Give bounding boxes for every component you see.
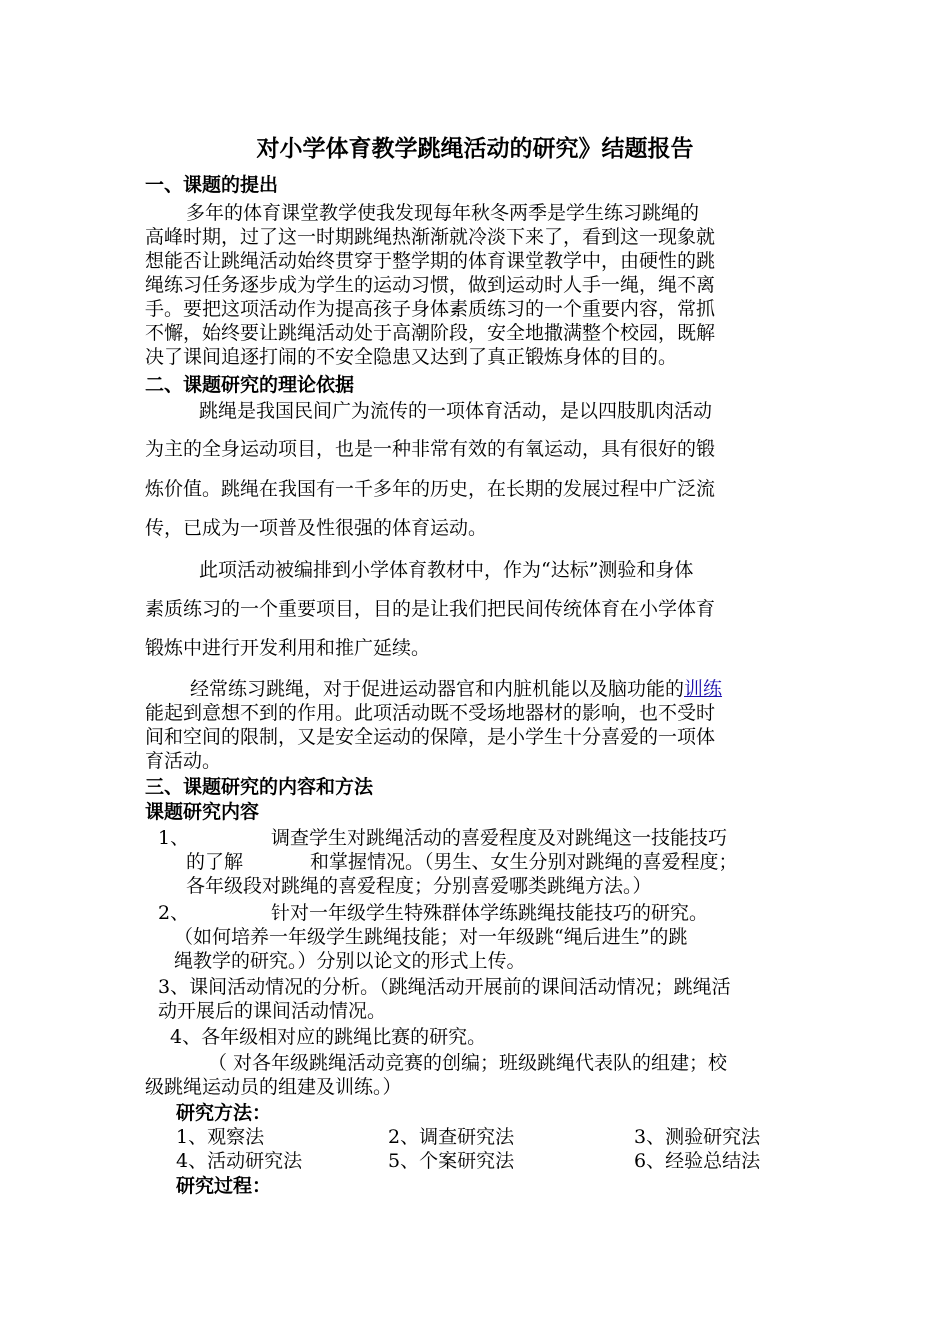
paragraph-line: 传，已成为一项普及性很强的体育运动。 — [145, 517, 488, 539]
list-item-line: 调查学生对跳绳活动的喜爱程度及对跳绳这一技能技巧 — [271, 827, 728, 849]
list-item-number: 1、 — [158, 827, 190, 849]
paragraph-line: 手。要把这项活动作为提高孩子身体素质练习的一个重要内容，常抓 — [145, 298, 716, 320]
paragraph-line: 锻炼中进行开发利用和推广延续。 — [145, 637, 431, 659]
paragraph-line: 素质练习的一个重要项目，目的是让我们把民间传统体育在小学体育 — [145, 598, 716, 620]
method-item: 3、测验研究法 — [634, 1126, 761, 1148]
training-link[interactable]: 训练 — [684, 678, 723, 700]
method-item: 4、活动研究法 — [176, 1150, 303, 1172]
section-heading-2: 二、课题研究的理论依据 — [145, 374, 355, 396]
methods-label: 研究方法： — [176, 1102, 272, 1124]
paragraph-line: 绳练习任务逐步成为学生的运动习惯，做到运动时人手一绳，绳不离 — [145, 274, 716, 296]
list-item-line: 的了解 — [186, 851, 244, 873]
list-item-line: 级跳绳运动员的组建及训练。） — [145, 1076, 402, 1098]
list-item-line: 各年级段对跳绳的喜爱程度；分别喜爱哪类跳绳方法。） — [186, 875, 652, 897]
paragraph-line: 为主的全身运动项目，也是一种非常有效的有氧运动，具有很好的锻 — [145, 438, 716, 460]
list-item-line: 4、各年级相对应的跳绳比赛的研究。 — [170, 1026, 487, 1048]
paragraph-text: 经常练习跳绳，对于促进运动器官和内脏机能以及脑功能的 — [190, 678, 685, 700]
paragraph-line: 此项活动被编排到小学体育教材中，作为“达标”测验和身体 — [199, 559, 694, 581]
section-heading-3: 三、课题研究的内容和方法 — [145, 776, 374, 798]
list-item-line: 3、课间活动情况的分析。（跳绳活动开展前的课间活动情况；跳绳活 — [158, 976, 731, 998]
document-title: 对小学体育教学跳绳活动的研究》结题报告 — [256, 135, 694, 162]
section-heading-1: 一、课题的提出 — [145, 174, 279, 196]
paragraph-line: 不懈，始终要让跳绳活动处于高潮阶段，安全地撒满整个校园，既解 — [145, 322, 716, 344]
list-item-number: 2、 — [158, 902, 190, 924]
paragraph-line: 间和空间的限制，又是安全运动的保障，是小学生十分喜爱的一项体 — [145, 726, 716, 748]
subheading-content: 课题研究内容 — [145, 801, 260, 823]
paragraph-line — [190, 677, 722, 701]
method-item: 1、观察法 — [176, 1126, 265, 1148]
list-item-line: 针对一年级学生特殊群体学练跳绳技能技巧的研究。 — [271, 902, 709, 924]
list-item-line: 和掌握情况。（男生、女生分别对跳绳的喜爱程度； — [310, 851, 738, 873]
paragraph-line: 决了课间追逐打闹的不安全隐患又达到了真正锻炼身体的目的。 — [145, 346, 678, 368]
process-label: 研究过程： — [176, 1175, 272, 1197]
paragraph-line: 多年的体育课堂教学使我发现每年秋冬两季是学生练习跳绳的 — [186, 202, 700, 224]
paragraph-line: 炼价值。跳绳在我国有一千多年的历史，在长期的发展过程中广泛流 — [145, 478, 716, 500]
method-item: 2、调查研究法 — [388, 1126, 515, 1148]
method-item: 5、个案研究法 — [388, 1150, 515, 1172]
paragraph-line: 育活动。 — [145, 750, 222, 772]
list-item-line: 动开展后的课间活动情况。 — [158, 1000, 387, 1022]
method-item: 6、经验总结法 — [634, 1150, 761, 1172]
paragraph-line: 跳绳是我国民间广为流传的一项体育活动，是以四肢肌肉活动 — [199, 400, 713, 422]
list-item-line: 绳教学的研究。）分别以论文的形式上传。 — [174, 950, 526, 972]
paragraph-line: 高峰时期，过了这一时期跳绳热渐渐就冷淡下来了，看到这一现象就 — [145, 226, 716, 248]
list-item-line: （ 对各年级跳绳活动竞赛的创编；班级跳绳代表队的组建；校 — [208, 1052, 728, 1074]
paragraph-line: 想能否让跳绳活动始终贯穿于整学期的体育课堂教学中，由硬性的跳 — [145, 250, 716, 272]
paragraph-line: 能起到意想不到的作用。此项活动既不受场地器材的影响，也不受时 — [145, 702, 716, 724]
list-item-line: （如何培养一年级学生跳绳技能；对一年级跳“绳后进生”的跳 — [174, 926, 688, 948]
